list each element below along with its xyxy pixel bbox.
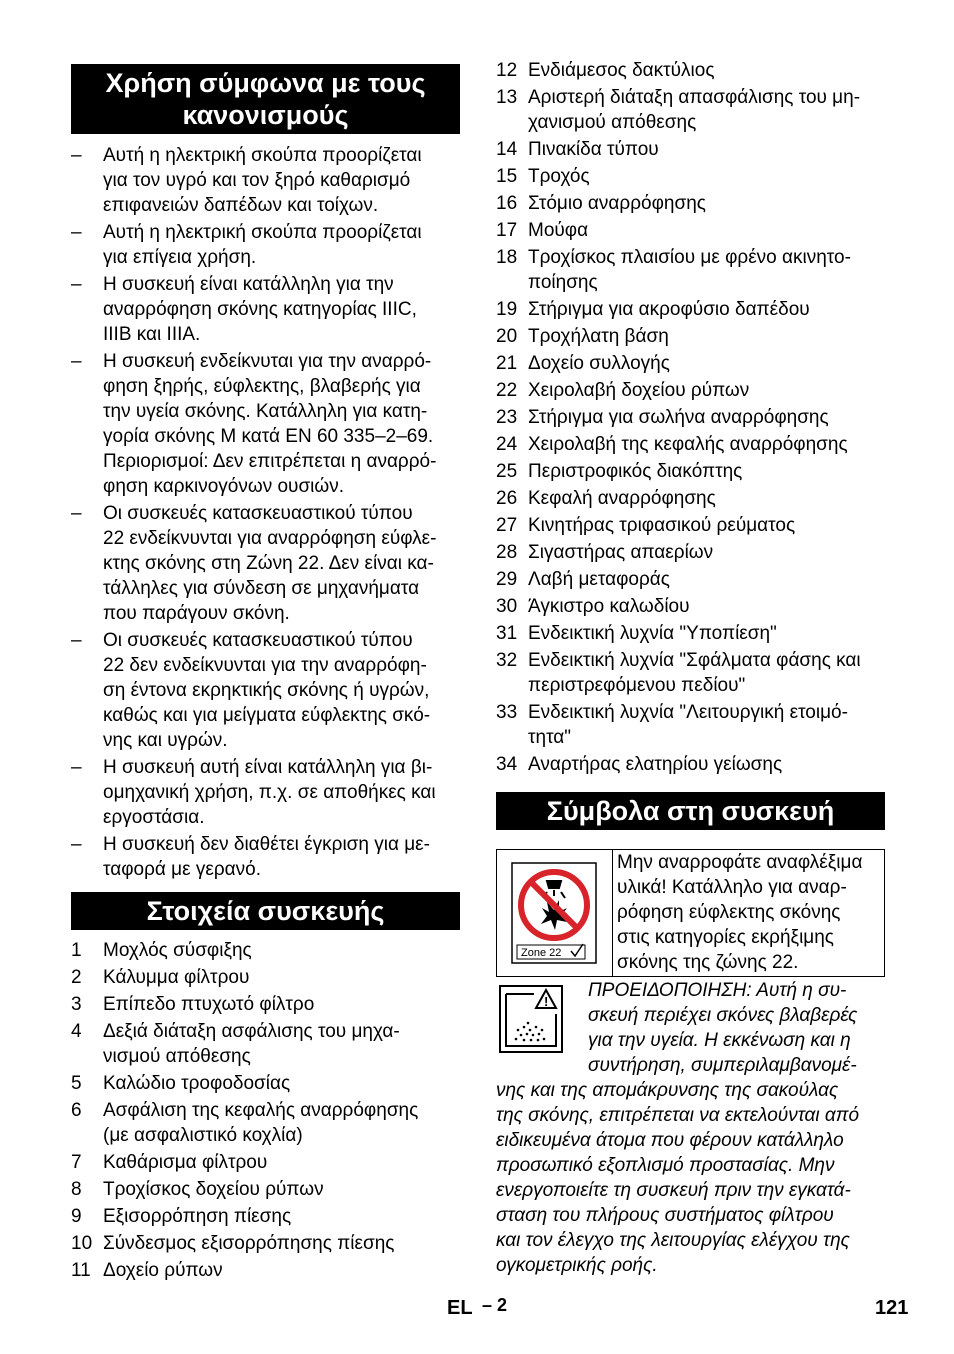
- list-item: [71, 832, 460, 882]
- dash-marker: –: [71, 222, 82, 243]
- component-item: [71, 1019, 460, 1069]
- list-item: [71, 349, 460, 499]
- component-number: 21: [496, 353, 518, 374]
- component-number: 19: [496, 299, 518, 320]
- component-label: Καθάρισμα φίλτρου: [103, 1152, 268, 1173]
- component-label: τητα": [528, 727, 572, 748]
- svg-text:!: !: [544, 994, 549, 1009]
- list-item-text: IIIB και IIIA.: [103, 324, 201, 345]
- components-list-left: [71, 938, 460, 1285]
- component-number: 16: [496, 193, 518, 214]
- list-item-text: Αυτή η ηλεκτρική σκούπα προορίζεται: [103, 222, 422, 243]
- component-number: 34: [496, 754, 518, 775]
- component-item: [496, 191, 885, 216]
- component-label: Μούφα: [528, 220, 589, 241]
- component-number: 2: [71, 967, 82, 988]
- list-item: [71, 755, 460, 830]
- component-number: 7: [71, 1152, 82, 1173]
- component-number: 28: [496, 542, 518, 563]
- component-item: [496, 405, 885, 430]
- warning-text-line: της σκόνης, επιτρέπεται να εκτελούνται από: [496, 1105, 860, 1126]
- symbol-table: [496, 849, 885, 977]
- component-item: [496, 58, 885, 83]
- component-item: [496, 297, 885, 322]
- list-item-text: αναρρόφηση σκόνης κατηγορίας IIIC,: [103, 299, 417, 320]
- warning-text-line: ενεργοποιείτε τη συσκευή πριν την εγκατά-: [496, 1180, 851, 1201]
- component-item: [496, 137, 885, 162]
- component-number: 27: [496, 515, 518, 536]
- list-item: [71, 272, 460, 347]
- component-label: Δοχείο συλλογής: [528, 353, 670, 374]
- component-number: 33: [496, 702, 518, 723]
- component-label: Μοχλός σύσφιξης: [103, 940, 252, 961]
- warning-text-line: ειδικευμένα άτομα που φέρουν κατάλληλο: [496, 1130, 844, 1151]
- list-item-text: επιφανειών δαπέδων και τοίχων.: [103, 195, 379, 216]
- component-item: [71, 1150, 460, 1175]
- list-item-text: ση έντονα εκρηκτικής σκόνης ή υγρών,: [103, 680, 430, 701]
- symbol-text-line: Μην αναρροφάτε αναφλέξιμα: [617, 852, 863, 873]
- component-label: χανισμού απόθεσης: [528, 112, 697, 133]
- component-label: Στήριγμα για σωλήνα αναρρόφησης: [528, 407, 829, 428]
- dash-marker: –: [71, 274, 82, 295]
- symbol-text-line: σκόνης της ζώνης 22.: [617, 952, 799, 973]
- component-item: [71, 1204, 460, 1229]
- list-item-text: Η συσκευή ενδείκνυται για την αναρρό-: [103, 351, 432, 372]
- section-heading-components: [71, 892, 460, 930]
- warning-paragraph: [496, 978, 859, 1278]
- component-item: [496, 486, 885, 511]
- component-label: Περιστροφικός διακόπτης: [528, 461, 743, 482]
- component-number: 15: [496, 166, 518, 187]
- component-item: [496, 245, 885, 295]
- warning-text-line: σκευή περιέχει σκόνες βλαβερές: [588, 1005, 858, 1026]
- list-item-text: ταφορά με γερανό.: [103, 859, 261, 880]
- heading-line: Στοιχεία συσκευής: [146, 896, 385, 926]
- warning-text-line: και τον έλεγχο της λειτουργίας ελέγχου της: [496, 1230, 850, 1251]
- list-item-text: Οι συσκευές κατασκευαστικού τύπου: [103, 630, 413, 651]
- component-label: Στόμιο αναρρόφησης: [528, 193, 706, 214]
- component-item: [71, 1258, 460, 1283]
- symbol-text-line: στις κατηγορίες εκρήξιμης: [617, 927, 834, 948]
- section-heading-intended-use: [71, 64, 460, 134]
- list-item-text: ομηχανική χρήση, π.χ. σε αποθήκες και: [103, 782, 436, 803]
- component-label: Χειρολαβή της κεφαλής αναρρόφησης: [528, 434, 848, 455]
- list-item-text: που παράγουν σκόνη.: [103, 603, 290, 624]
- component-number: 3: [71, 994, 82, 1015]
- component-number: 4: [71, 1021, 82, 1042]
- list-item-text: Οι συσκευές κατασκευαστικού τύπου: [103, 503, 413, 524]
- component-number: 9: [71, 1206, 82, 1227]
- symbol-text-line: υλικά! Κατάλληλο για αναρ-: [617, 877, 847, 898]
- component-number: 26: [496, 488, 518, 509]
- component-number: 25: [496, 461, 518, 482]
- component-item: [496, 459, 885, 484]
- list-item-text: Αυτή η ηλεκτρική σκούπα προορίζεται: [103, 145, 422, 166]
- component-item: [71, 1177, 460, 1202]
- dash-marker: –: [71, 145, 82, 166]
- component-label: Άγκιστρο καλωδίου: [528, 596, 690, 617]
- component-label: Ασφάλιση της κεφαλής αναρρόφησης: [103, 1100, 419, 1121]
- zone-label: Zone 22: [521, 947, 562, 959]
- component-label: Χειρολαβή δοχείου ρύπων: [528, 380, 750, 401]
- list-item-text: εργοστάσια.: [103, 807, 205, 828]
- component-item: [496, 752, 885, 777]
- components-list-right: [496, 58, 885, 779]
- warning-text-line: σταση του πλήρους συστήματος φίλτρου: [496, 1205, 834, 1226]
- component-number: 18: [496, 247, 518, 268]
- component-label: Κεφαλή αναρρόφησης: [528, 488, 716, 509]
- component-number: 6: [71, 1100, 82, 1121]
- component-label: Ενδεικτική λυχνία "Λειτουργική ετοιμό-: [528, 702, 848, 723]
- component-item: [496, 164, 885, 189]
- component-item: [496, 648, 885, 698]
- component-label: Σύνδεσμος εξισορρόπησης πίεσης: [103, 1233, 395, 1254]
- list-item: [71, 628, 460, 753]
- footer-page-number: 121: [875, 1297, 909, 1319]
- list-item-text: κτης σκόνης στη Ζώνη 22. Δεν είναι κα-: [103, 553, 434, 574]
- symbol-description: [617, 850, 862, 975]
- component-item: [496, 378, 885, 403]
- component-label: Επίπεδο πτυχωτό φίλτρο: [103, 994, 315, 1015]
- list-item-text: φηση ξηρής, εύφλεκτης, βλαβερής για: [103, 376, 421, 397]
- component-number: 22: [496, 380, 518, 401]
- component-number: 24: [496, 434, 518, 455]
- component-label: Αριστερή διάταξη απασφάλισης του μη-: [528, 87, 861, 108]
- component-label: Σιγαστήρας απαερίων: [528, 542, 714, 563]
- list-item-text: Η συσκευή αυτή είναι κατάλληλη για βι-: [103, 757, 433, 778]
- list-item-text: 22 δεν ενδείκνυνται για την αναρρόφη-: [103, 655, 427, 676]
- component-label: Δεξιά διάταξη ασφάλισης του μηχα-: [103, 1021, 400, 1042]
- warning-text-line: προσωπικό εξοπλισμό προστασίας. Μην: [496, 1155, 835, 1176]
- component-number: 17: [496, 220, 518, 241]
- component-item: [71, 1098, 460, 1148]
- component-label: Αναρτήρας ελατηρίου γείωσης: [528, 754, 783, 775]
- component-label: Εξισορρόπηση πίεσης: [103, 1206, 292, 1227]
- list-item-text: 22 ενδείκνυνται για αναρρόφηση εύφλε-: [103, 528, 437, 549]
- warning-text-line: συντήρηση, συμπεριλαμβανομέ-: [588, 1055, 857, 1076]
- component-label: Τροχός: [528, 166, 590, 187]
- component-item: [71, 1231, 460, 1256]
- list-item-text: νης και υγρών.: [103, 730, 228, 751]
- component-number: 20: [496, 326, 518, 347]
- dash-marker: –: [71, 834, 82, 855]
- component-number: 14: [496, 139, 518, 160]
- component-number: 10: [71, 1233, 93, 1254]
- list-item-text: την υγεία σκόνης. Κατάλληλη για κατη-: [103, 401, 428, 422]
- list-item-text: γορία σκόνης M κατά EN 60 335–2–69.: [103, 426, 434, 447]
- component-label: Τροχίσκος δοχείου ρύπων: [103, 1179, 324, 1200]
- warning-text-line: ΠΡΟΕΙΔΟΠΟΙΗΣΗ: Αυτή η συ-: [588, 980, 847, 1001]
- list-item-text: τάλληλες για σύνδεση σε μηχανήματα: [103, 578, 420, 599]
- component-label: Ενδιάμεσος δακτύλιος: [528, 60, 715, 81]
- component-label: νισμού απόθεσης: [103, 1046, 251, 1067]
- component-number: 30: [496, 596, 518, 617]
- component-item: [496, 85, 885, 135]
- no-flammables-sign-icon: [497, 850, 612, 976]
- component-item: [496, 513, 885, 538]
- component-number: 1: [71, 940, 82, 961]
- section-heading-symbols: [496, 792, 885, 830]
- component-number: 32: [496, 650, 518, 671]
- component-number: 12: [496, 60, 518, 81]
- warning-text-line: νης και της απομάκρυνσης της σακούλας: [496, 1080, 839, 1101]
- component-item: [496, 621, 885, 646]
- list-item-text: Περιορισμοί: Δεν επιτρέπεται η αναρρό-: [103, 451, 437, 472]
- heading-line: κανονισμούς: [182, 100, 349, 130]
- component-item: [496, 540, 885, 565]
- component-item: [71, 1071, 460, 1096]
- dash-marker: –: [71, 757, 82, 778]
- component-number: 23: [496, 407, 518, 428]
- footer-local-page: – 2: [482, 1295, 508, 1315]
- component-label: ποίησης: [528, 272, 598, 293]
- footer-language: EL: [447, 1297, 473, 1319]
- component-label: (με ασφαλιστικό κοχλία): [103, 1125, 303, 1146]
- component-item: [496, 594, 885, 619]
- component-label: Ενδεικτική λυχνία "Υποπίεση": [528, 623, 777, 644]
- warning-text-line: ογκομετρικής ροής.: [496, 1255, 658, 1276]
- component-item: [496, 700, 885, 750]
- component-label: Ενδεικτική λυχνία "Σφάλματα φάσης και: [528, 650, 861, 671]
- heading-line: Χρήση σύμφωνα με τους: [105, 68, 426, 98]
- component-label: περιστρεφόμενου πεδίου": [528, 675, 746, 696]
- component-item: [71, 992, 460, 1017]
- component-number: 31: [496, 623, 518, 644]
- list-item: [71, 501, 460, 626]
- heading-line: Σύμβολα στη συσκευή: [546, 796, 835, 826]
- component-number: 13: [496, 87, 518, 108]
- component-item: [496, 351, 885, 376]
- component-number: 8: [71, 1179, 82, 1200]
- list-item-text: για τον υγρό και τον ξηρό καθαρισμό: [103, 170, 411, 191]
- list-item-text: καθώς και για μείγματα εύφλεκτης σκό-: [103, 705, 431, 726]
- intended-use-list: [71, 143, 460, 884]
- component-label: Καλώδιο τροφοδοσίας: [103, 1073, 291, 1094]
- component-label: Πινακίδα τύπου: [528, 139, 659, 160]
- component-item: [496, 567, 885, 592]
- component-item: [71, 965, 460, 990]
- component-number: 29: [496, 569, 518, 590]
- list-item-text: Η συσκευή είναι κατάλληλη για την: [103, 274, 394, 295]
- list-item-text: Η συσκευή δεν διαθέτει έγκριση για με-: [103, 834, 430, 855]
- component-label: Κινητήρας τριφασικού ρεύματος: [528, 515, 796, 536]
- component-label: Στήριγμα για ακροφύσιο δαπέδου: [528, 299, 810, 320]
- list-item: [71, 220, 460, 270]
- warning-text-line: για την υγεία. Η εκκένωση και η: [588, 1030, 851, 1051]
- symbol-cell: [497, 850, 613, 976]
- component-item: [496, 218, 885, 243]
- list-item-text: για επίγεια χρήση.: [103, 247, 257, 268]
- dash-marker: –: [71, 351, 82, 372]
- component-label: Λαβή μεταφοράς: [528, 569, 670, 590]
- component-item: [71, 938, 460, 963]
- component-label: Δοχείο ρύπων: [103, 1260, 223, 1281]
- list-item: [71, 143, 460, 218]
- dash-marker: –: [71, 630, 82, 651]
- component-label: Κάλυμμα φίλτρου: [103, 967, 250, 988]
- component-label: Τροχήλατη βάση: [528, 326, 669, 347]
- component-number: 11: [71, 1260, 91, 1281]
- list-item-text: φηση καρκινογόνων ουσιών.: [103, 476, 345, 497]
- component-item: [496, 324, 885, 349]
- dash-marker: –: [71, 503, 82, 524]
- symbol-text-line: ρόφηση εύφλεκτης σκόνης: [617, 902, 841, 923]
- component-label: Τροχίσκος πλαισίου με φρένο ακινητο-: [528, 247, 851, 268]
- component-number: 5: [71, 1073, 82, 1094]
- component-item: [496, 432, 885, 457]
